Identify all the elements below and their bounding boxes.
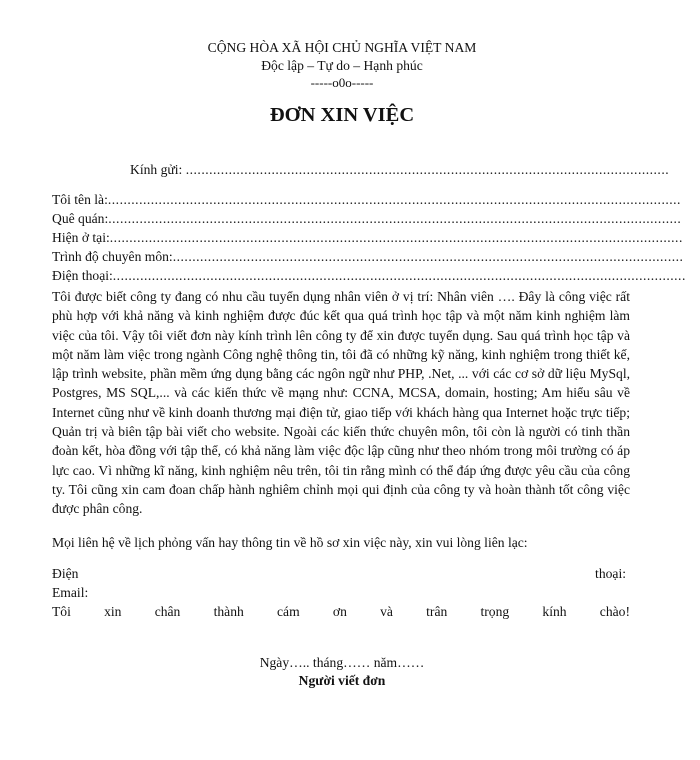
- date-line: Ngày….. tháng…… năm……: [259, 655, 425, 670]
- field-qualification-label: Trình độ chuyên môn:: [52, 249, 173, 264]
- body-paragraph: Tôi được biết công ty đang có nhu cầu tuyển dụng nhân viên ở vị trí: Nhân viên …. Đây là công việc rất phù hợp với khả năng và kinh nghiệm được đúc kết qua quá trình học tập và một năm kinh nghiệm làm việc của tôi. Vậy tôi viết đơn này kính trình lên công ty để xin được tuyển dụng. Sau quá trình học tập và một năm làm việc trong ngành Công nghệ thông tin, tôi đã có những kỹ năng, kinh nghiệm trong thiết kế, lập trình website, phần mềm ứng dụng bằng các ngôn ngữ như PHP, .Net, ... với các cơ sở dữ liệu MySql, Postgres, MS SQL,... và các kiến thức về mạng như: CCNA, MCSA, domain, hosting; Am hiểu sâu về Internet cũng như về kinh doanh thương mại điện tử, giao tiếp với khách hàng qua Internet hoặc trực tiếp; Quản trị và biên tập bài viết cho website. Ngoài các kiến thức chuyên môn, tôi còn là người có tinh thần đoàn kết, hòa đồng với tập thể, có khả năng làm việc độc lập cũng như theo nhóm trong môi trường có áp lực cao. Vì những kĩ năng, kinh nghiệm nêu trên, tôi tin rằng mình có thể đáp ứng được yêu cầu của công ty. Tôi cũng xin cam đoan chấp hành nghiêm chỉnh mọi qui định của công ty và hoàn thành tốt công việc được phân công.: [52, 289, 630, 517]
- recipient-label: Kính gửi:: [130, 162, 183, 177]
- recipient-dots: ............................................................................................................................: [185, 162, 670, 177]
- field-name-dots: ...................................................................................................................................................: [107, 192, 681, 207]
- field-phone-label: Điện thoại:: [52, 268, 113, 283]
- field-phone-dots: ...................................................................................................................................................: [112, 268, 686, 283]
- field-address-label: Hiện ở tại:: [52, 230, 110, 245]
- field-hometown: [52, 211, 682, 230]
- closing-line: Tôi xin chân thành cám ơn và trân trọng kính chào!: [52, 604, 630, 619]
- country-header: CỘNG HÒA XÃ HỘI CHỦ NGHĨA VIỆT NAM: [207, 40, 477, 55]
- signer-label: Người viết đơn: [298, 673, 386, 688]
- contact-line: Mọi liên hệ về lịch phỏng vấn hay thông tin về hồ sơ xin việc này, xin vui lòng liên lạc:: [52, 535, 528, 550]
- recipient-line: [130, 162, 670, 181]
- field-address: [52, 230, 683, 249]
- field-hometown-dots: ...................................................................................................................................................: [108, 211, 682, 226]
- field-name-label: Tôi tên là:: [52, 192, 108, 207]
- field-qualification: [52, 249, 684, 268]
- field-phone: [52, 268, 686, 287]
- phone-line: Điện thoại:: [52, 566, 626, 581]
- field-qualification-dots: ...................................................................................................................................: [172, 249, 684, 264]
- field-name: [52, 192, 681, 211]
- field-address-dots: ...................................................................................................................................................: [109, 230, 683, 245]
- email-line: Email:: [52, 585, 89, 600]
- field-hometown-label: Quê quán:: [52, 211, 109, 226]
- header-separator: -----o0o-----: [310, 75, 374, 90]
- letter-title: ĐƠN XIN VIỆC: [269, 104, 415, 126]
- motto: Độc lập – Tự do – Hạnh phúc: [261, 58, 423, 73]
